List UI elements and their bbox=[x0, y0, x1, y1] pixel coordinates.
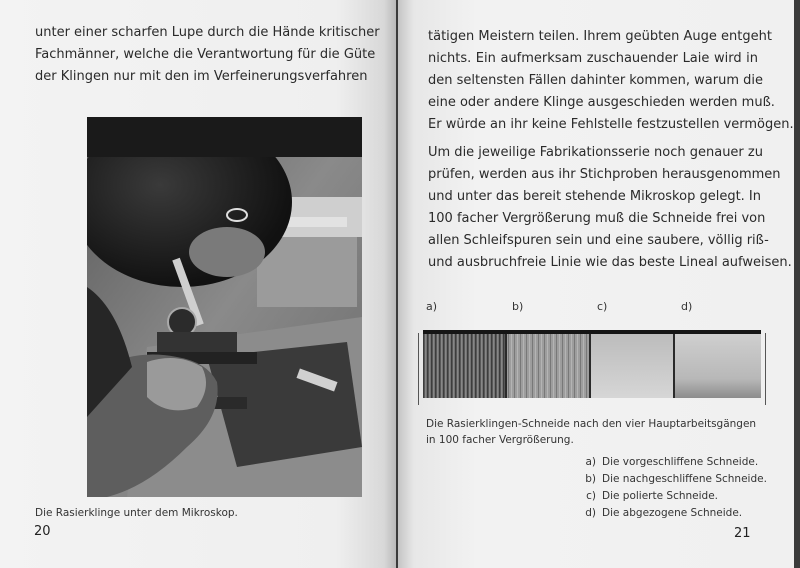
micrograph-c bbox=[591, 334, 673, 398]
text-line: den seltensten Fällen dahinter kommen, warum die bbox=[428, 73, 763, 88]
legend-item bbox=[574, 488, 767, 505]
legend-text: Die vorgeschliffene Schneide. bbox=[602, 456, 759, 468]
legend-key: c) bbox=[586, 490, 596, 502]
text-line: Er würde an ihr keine Fehlstelle festzustellen vermögen. bbox=[428, 117, 794, 132]
legend-text: Die abgezogene Schneide. bbox=[602, 507, 743, 519]
legend-key: a) bbox=[585, 456, 596, 468]
photo-caption: Die Rasierklinge unter dem Mikroskop. bbox=[35, 507, 238, 519]
book-edge bbox=[794, 0, 800, 568]
legend-key: b) bbox=[585, 473, 596, 485]
figure-label-c: c) bbox=[597, 300, 608, 313]
text-line: Fachmänner, welche die Verantwortung für die Güte bbox=[35, 47, 376, 62]
text-line: allen Schleifspuren sein und eine saubere, völlig riß- bbox=[428, 233, 769, 248]
micrograph-b bbox=[507, 334, 589, 398]
legend-text: Die nachgeschliffene Schneide. bbox=[602, 473, 767, 485]
text-line: eine oder andere Klinge ausgeschieden werden muß. bbox=[428, 95, 775, 110]
microscope-photo bbox=[87, 117, 362, 497]
paragraph-2 bbox=[428, 142, 792, 274]
legend-key: d) bbox=[585, 507, 596, 519]
figure-label-d: d) bbox=[681, 300, 693, 313]
page-number-left: 20 bbox=[34, 524, 51, 539]
text-line: unter einer scharfen Lupe durch die Hände kritischer bbox=[35, 25, 380, 40]
left-page bbox=[0, 0, 396, 568]
text-line: tätigen Meistern teilen. Ihrem geübten Auge entgeht bbox=[428, 29, 772, 44]
text-line: prüfen, werden aus ihr Stichproben herausgenommen bbox=[428, 167, 781, 182]
legend-item bbox=[574, 471, 767, 488]
micrograph-strip bbox=[423, 330, 761, 398]
microscope-photo-illustration bbox=[87, 117, 362, 497]
text-line: 100 facher Vergrößerung muß die Schneide frei von bbox=[428, 211, 766, 226]
figure-legend bbox=[574, 454, 767, 522]
figure-caption bbox=[426, 416, 766, 448]
text-line: Um die jeweilige Fabrikationsserie noch genauer zu bbox=[428, 145, 763, 160]
figure-label-a: a) bbox=[426, 300, 438, 313]
micrograph-a bbox=[423, 334, 505, 398]
caption-line: in 100 facher Vergrößerung. bbox=[426, 434, 574, 446]
paragraph-1 bbox=[428, 26, 794, 136]
text-line: nichts. Ein aufmerksam zuschauender Laie wird in bbox=[428, 51, 758, 66]
text-line: und unter das bereit stehende Mikroskop gelegt. In bbox=[428, 189, 762, 204]
text-line: der Klingen nur mit den im Verfeinerungsverfahren bbox=[35, 69, 368, 84]
legend-item bbox=[574, 505, 767, 522]
micrograph-d bbox=[675, 334, 761, 398]
left-body-text bbox=[35, 22, 380, 88]
legend-text: Die polierte Schneide. bbox=[602, 490, 719, 502]
text-line: und ausbruchfreie Linie wie das beste Lineal aufweisen. bbox=[428, 255, 792, 270]
right-page bbox=[398, 0, 794, 568]
figure-label-b: b) bbox=[512, 300, 524, 313]
page-number-right: 21 bbox=[734, 526, 751, 541]
legend-item bbox=[574, 454, 767, 471]
caption-line: Die Rasierklingen-Schneide nach den vier Hauptarbeitsgängen bbox=[426, 418, 757, 430]
